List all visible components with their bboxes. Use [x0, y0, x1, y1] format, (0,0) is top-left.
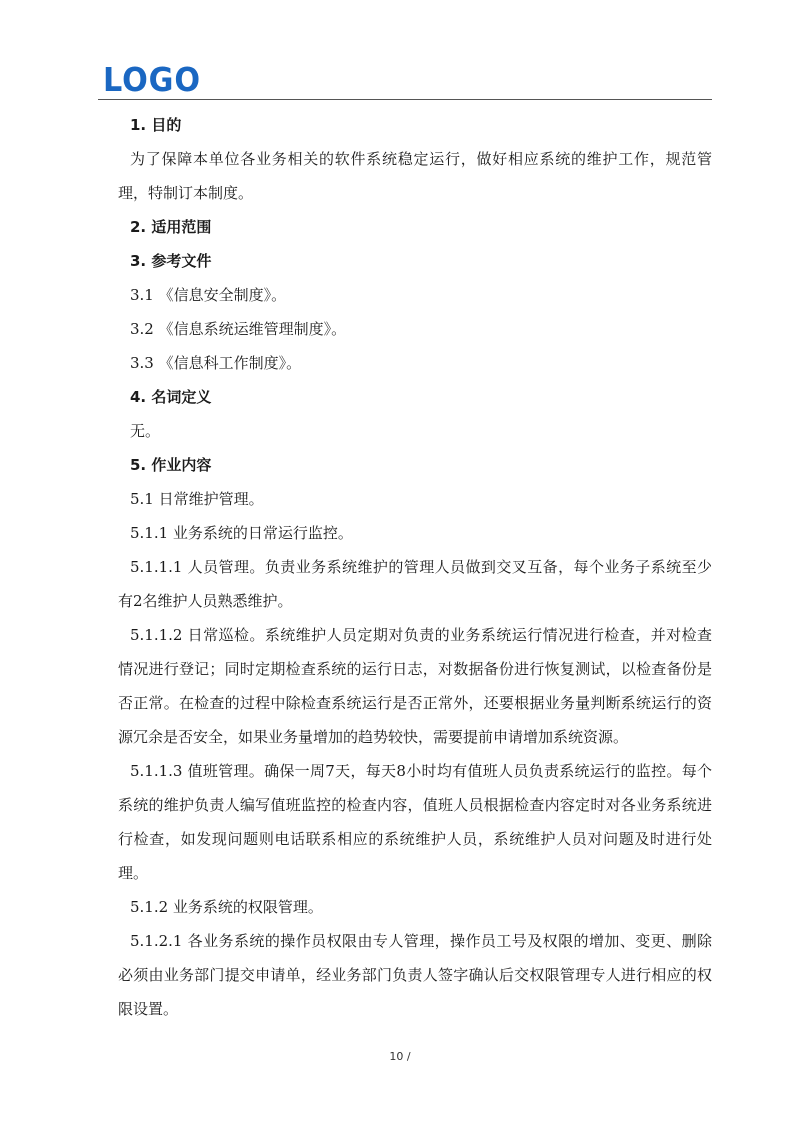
subsection-daily-maintenance: 5.1 日常维护管理。 [130, 490, 264, 508]
subsection-permission-management: 5.1.2 业务系统的权限管理。 [130, 898, 323, 916]
reference-item: 3.3 《信息科工作制度》。 [130, 354, 302, 372]
svg-text:LOGO: LOGO [103, 62, 201, 96]
page-number: 10 / [389, 1050, 411, 1063]
reference-item: 3.1 《信息安全制度》。 [130, 286, 287, 304]
definitions-paragraph: 无。 [130, 422, 161, 440]
logo [103, 62, 203, 96]
reference-item: 3.2 《信息系统运维管理制度》。 [130, 320, 347, 338]
clause-staff-management: 5.1.1.1 人员管理。负责业务系统维护的管理人员做到交叉互备，每个业务子系统至少有2名维护人员熟悉维护。 [118, 558, 712, 610]
section-heading-definitions: 4. 名词定义 [130, 388, 212, 406]
section-heading-purpose: 1. 目的 [130, 116, 182, 134]
section-heading-references: 3. 参考文件 [130, 252, 212, 270]
clause-operator-permissions: 5.1.2.1 各业务系统的操作员权限由专人管理，操作员工号及权限的增加、变更、删除必须由业务部门提交申请单，经业务部门负责人签字确认后交权限管理专人进行相应的权限设置。 [118, 932, 712, 1018]
section-heading-scope: 2. 适用范围 [130, 218, 212, 236]
subsection-daily-monitoring: 5.1.1 业务系统的日常运行监控。 [130, 524, 353, 542]
clause-duty-management: 5.1.1.3 值班管理。确保一周7天，每天8小时均有值班人员负责系统运行的监控。每个系统的维护负责人编写值班监控的检查内容，值班人员根据检查内容定时对各业务系统进行检查，如发现问题则电话联系相应的系统维护人员，系统维护人员对问题及时进行处理。 [118, 762, 712, 882]
section-heading-work-content: 5. 作业内容 [130, 456, 212, 474]
header-divider [98, 99, 712, 100]
clause-daily-inspection: 5.1.1.2 日常巡检。系统维护人员定期对负责的业务系统运行情况进行检查，并对检查情况进行登记；同时定期检查系统的运行日志，对数据备份进行恢复测试，以检查备份是否正常。在检查的过程中除检查系统运行是否正常外，还要根据业务量判断系统运行的资源冗余是否安全，如果业务量增加的趋势较快，需要提前申请增加系统资源。 [118, 626, 712, 746]
purpose-paragraph: 为了保障本单位各业务相关的软件系统稳定运行，做好相应系统的维护工作，规范管理，特制订本制度。 [118, 150, 712, 202]
document-body [118, 108, 712, 1026]
